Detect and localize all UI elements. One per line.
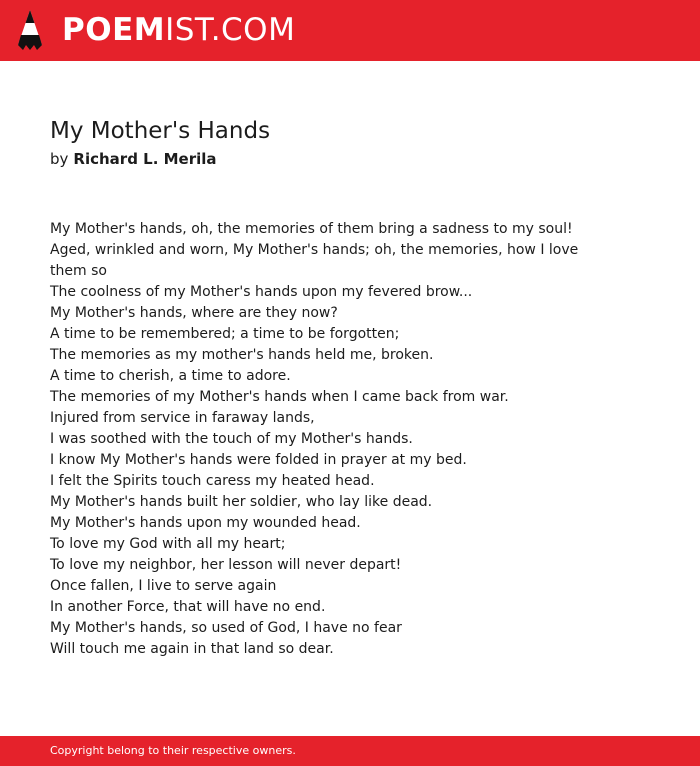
poem-body (50, 219, 590, 660)
site-header (0, 0, 700, 61)
poem-line: My Mother's hands, oh, the memories of them bring a sadness to my soul! (50, 221, 573, 237)
poem-line: To love my God with all my heart; (50, 536, 286, 552)
poem-line: A time to cherish, a time to adore. (50, 368, 291, 384)
poem-line: My Mother's hands upon my wounded head. (50, 515, 361, 531)
brand-light-text: IST.COM (165, 12, 296, 48)
poem-line: A time to be remembered; a time to be forgotten; (50, 326, 400, 342)
poem-line: Aged, wrinkled and worn, My Mother's hands; oh, the memories, how I love them so (50, 242, 579, 279)
poem-line: The memories as my mother's hands held me, broken. (50, 347, 434, 363)
poem-line: To love my neighbor, her lesson will never depart! (50, 557, 402, 573)
site-footer (0, 736, 700, 766)
poem-line: I was soothed with the touch of my Mother's hands. (50, 431, 413, 447)
poem-line: Once fallen, I live to serve again (50, 578, 277, 594)
poem-title: My Mother's Hands (50, 118, 271, 144)
poem-line: My Mother's hands built her soldier, who lay like dead. (50, 494, 433, 510)
poem-byline (50, 149, 217, 169)
poem-line: Injured from service in faraway lands, (50, 410, 315, 426)
site-logo-text[interactable] (62, 12, 295, 48)
poem-line: I felt the Spirits touch caress my heated head. (50, 473, 375, 489)
poem-line: In another Force, that will have no end. (50, 599, 326, 615)
poem-line: My Mother's hands, so used of God, I have no fear (50, 620, 402, 636)
poem-line: Will touch me again in that land so dear. (50, 641, 334, 657)
author-name: Richard L. Merila (73, 150, 217, 168)
brand-bold-text: POEM (62, 12, 166, 48)
pencil-tip-icon[interactable] (17, 9, 43, 51)
byline-label: by (50, 150, 69, 168)
poem-line: The coolness of my Mother's hands upon my fevered brow... (50, 284, 473, 300)
poem-line: The memories of my Mother's hands when I came back from war. (50, 389, 509, 405)
copyright-notice: Copyright belong to their respective owners. (50, 744, 296, 757)
poem-line: I know My Mother's hands were folded in prayer at my bed. (50, 452, 467, 468)
poem-line: My Mother's hands, where are they now? (50, 305, 338, 321)
